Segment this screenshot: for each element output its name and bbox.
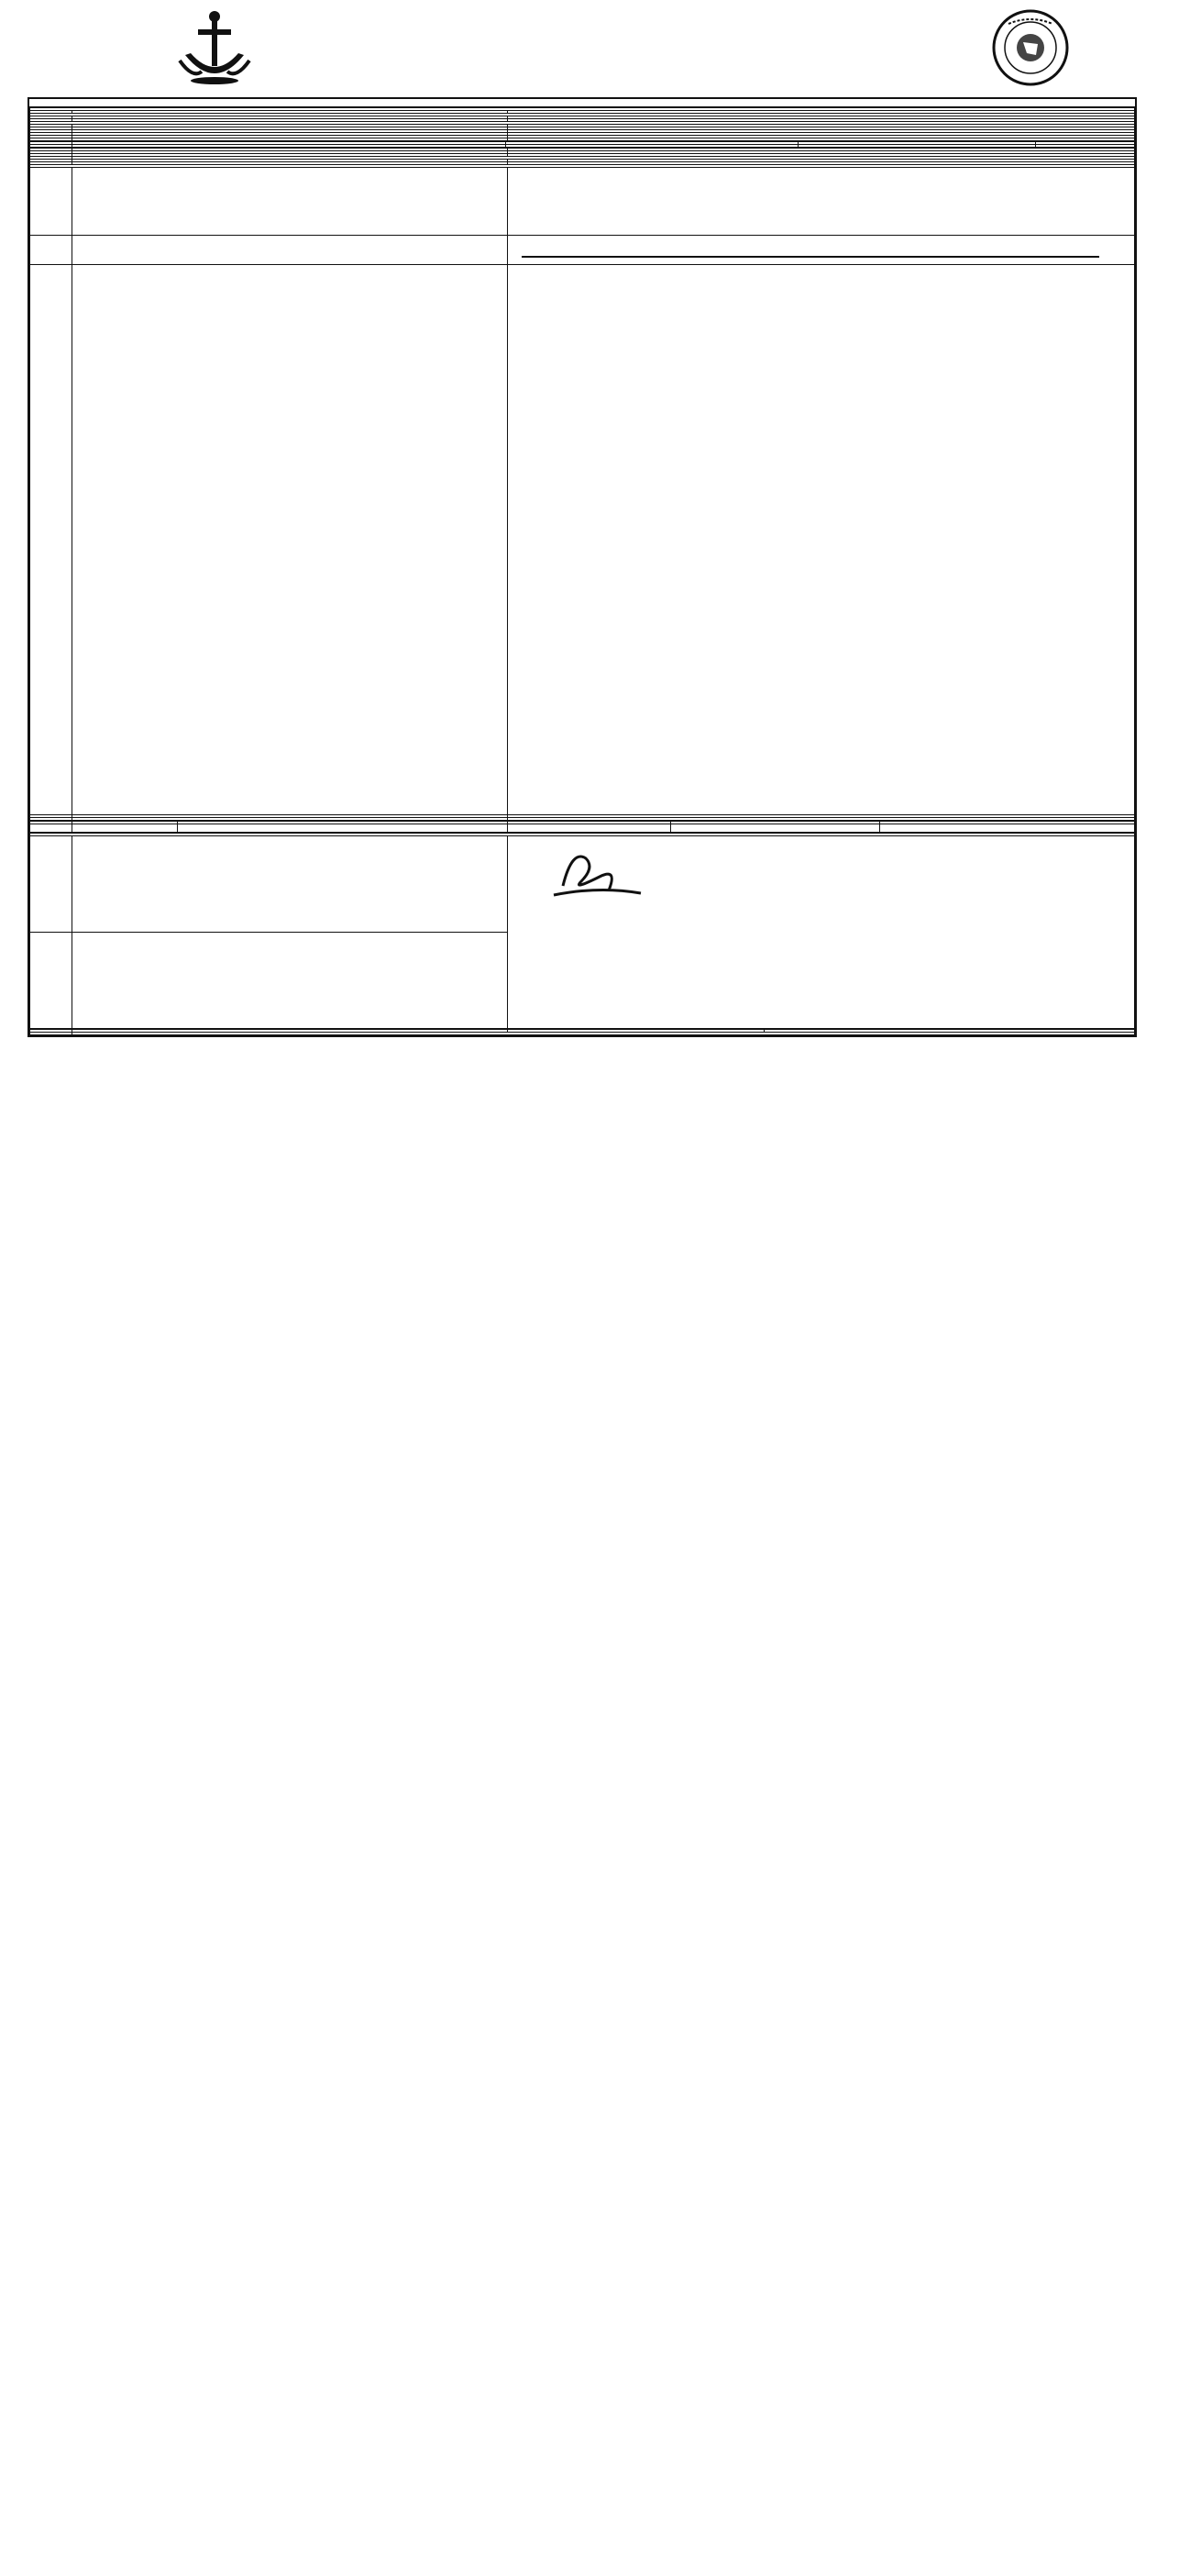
signature-mark [545,840,645,904]
government-seal-logo [990,7,1071,88]
row-brief-description [30,236,1135,265]
row-reserve-right [30,1033,1135,1035]
row-signature [30,836,1135,933]
tender-table [28,97,1137,1037]
lot-row [30,824,1135,833]
row-eligibility [30,168,1135,236]
items-table [522,256,1099,258]
lot-table [29,821,1135,833]
issues-list [512,266,1129,279]
government-heading [29,99,1135,107]
row-issues [30,265,1135,815]
navy-anchor-logo [174,7,255,88]
page-header [28,0,1151,96]
